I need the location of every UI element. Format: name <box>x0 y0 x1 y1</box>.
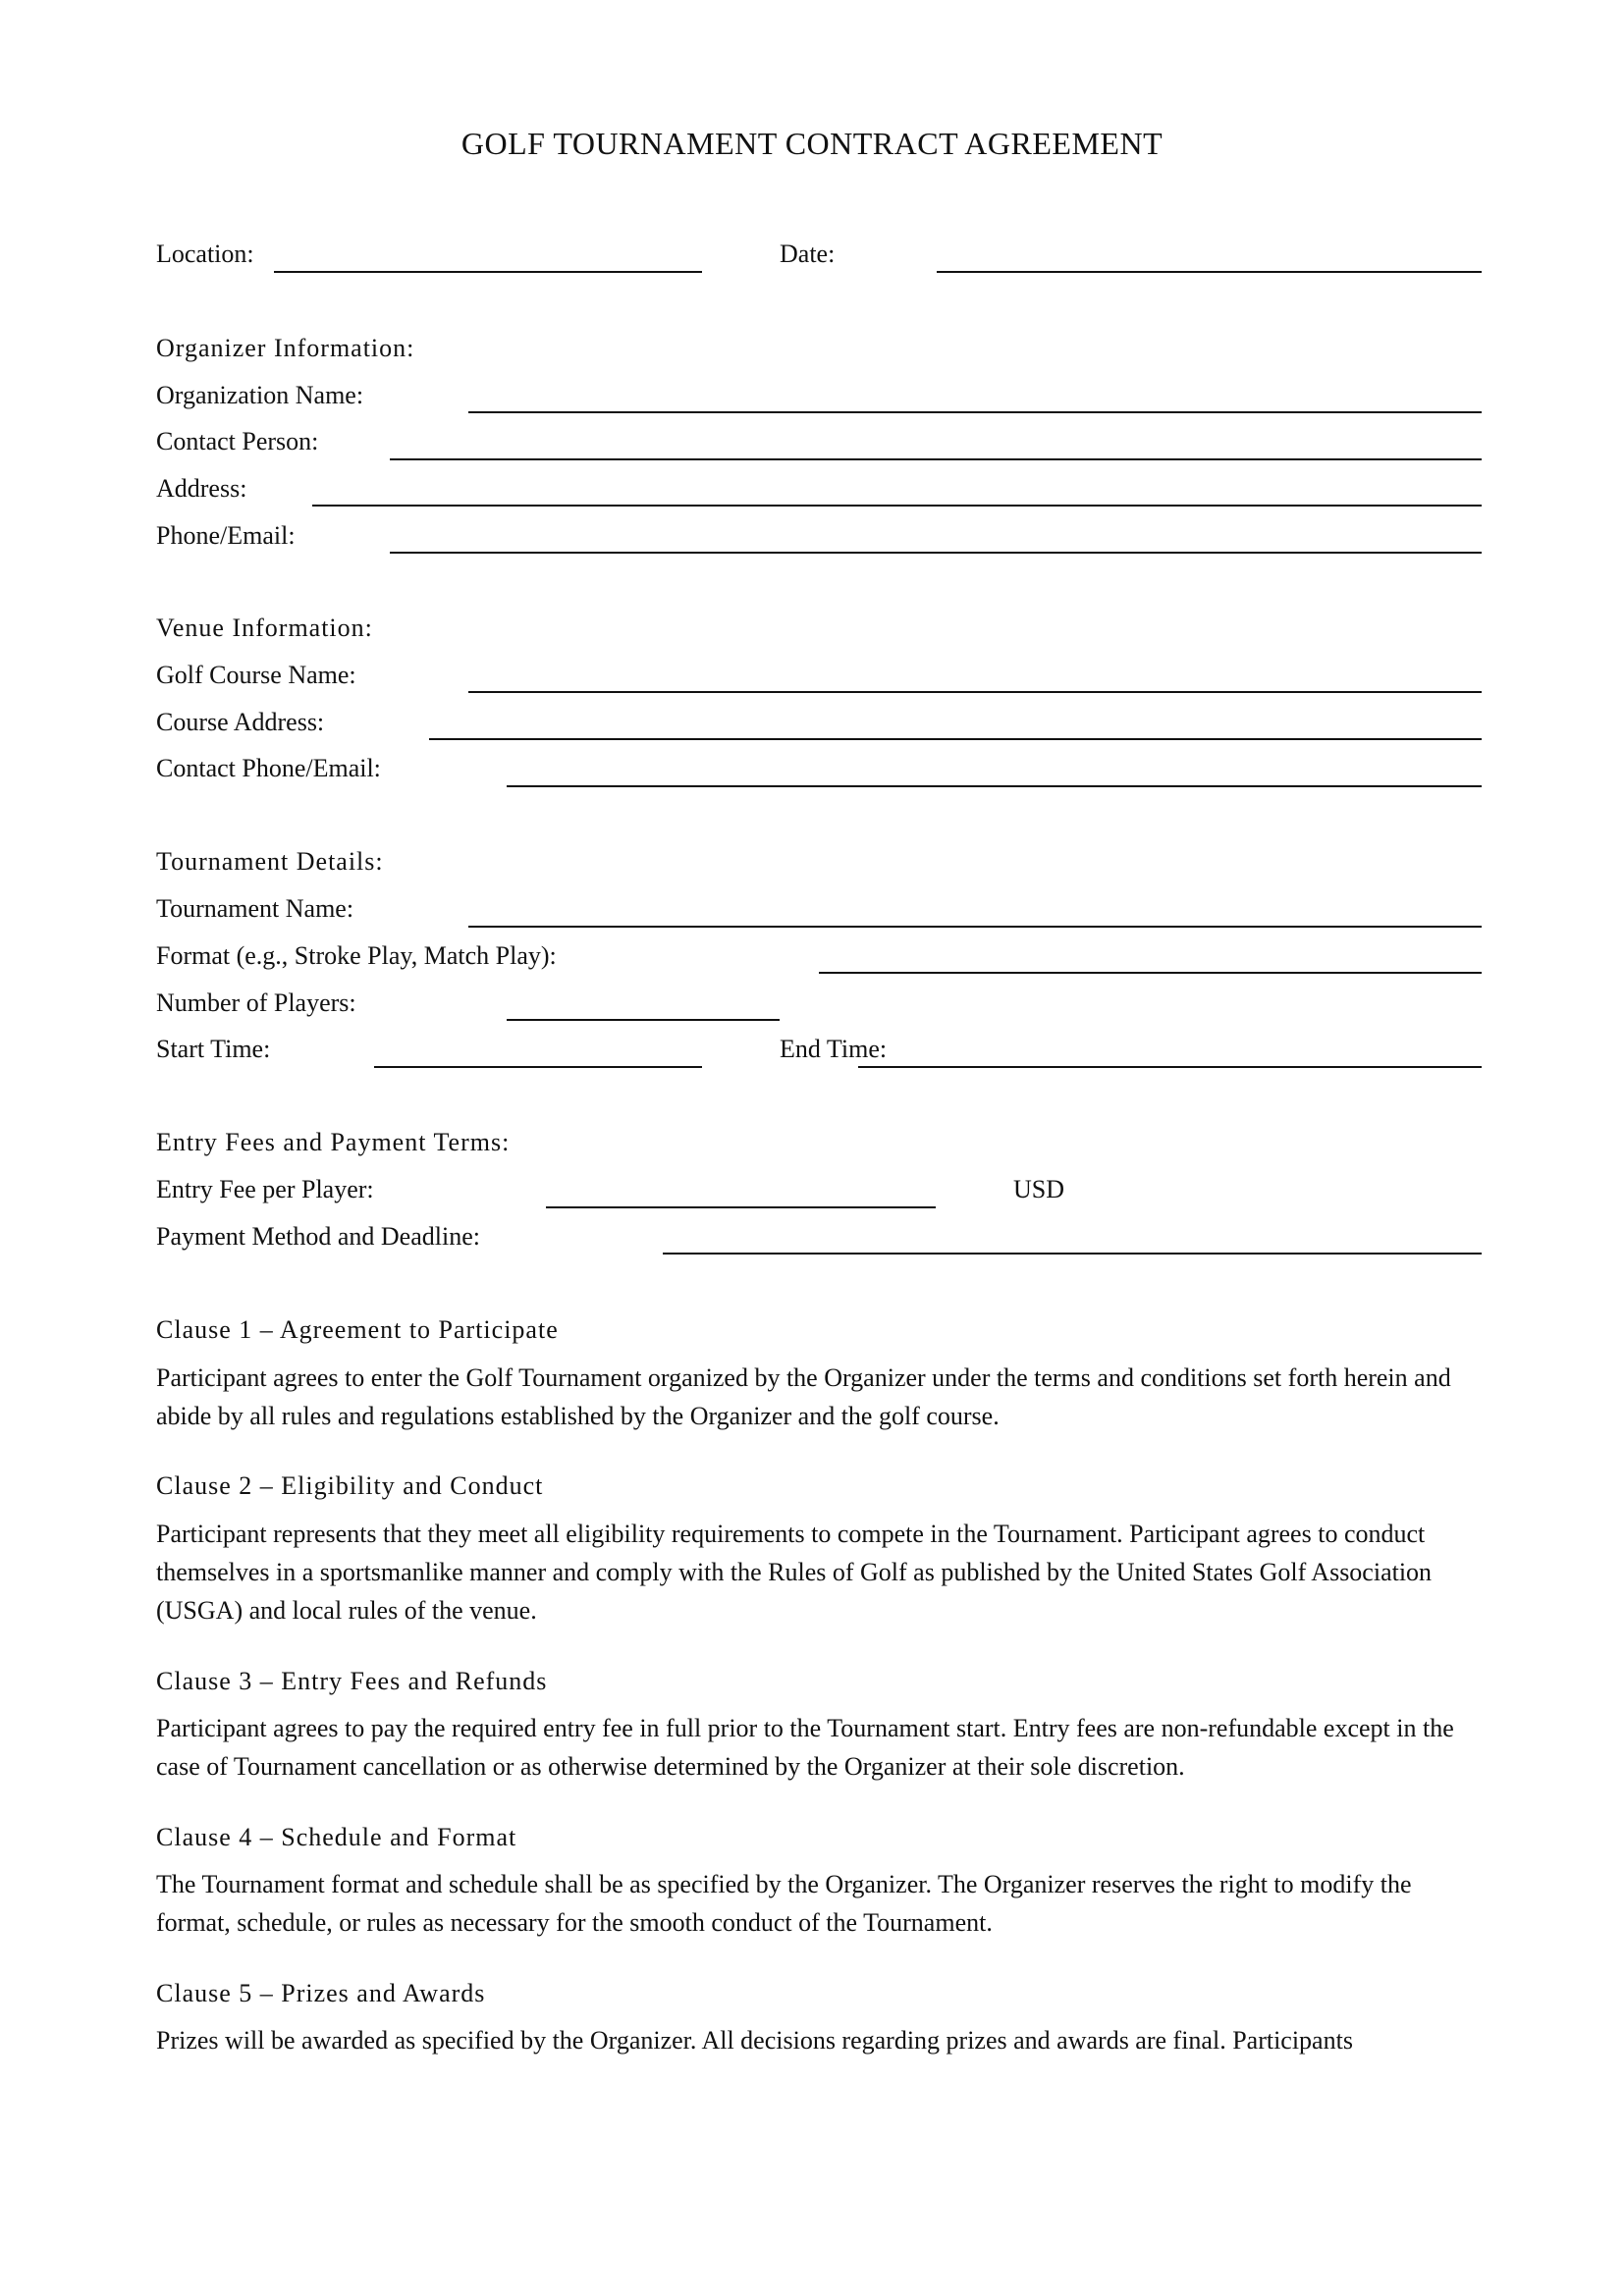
entry-fee-label: Entry Fee per Player: <box>156 1175 374 1203</box>
organization-name-label: Organization Name: <box>156 381 364 409</box>
document-title: GOLF TOURNAMENT CONTRACT AGREEMENT <box>460 126 1164 161</box>
tournament-name-field[interactable] <box>468 926 1482 928</box>
clause-text: Participant agrees to pay the required entry fee in full prior to the Tournament start. Entry fees are non-refundable except in the case of Tournament cancellation or as otherwise determined by the Organizer at their sole discretion. <box>156 1714 1454 1781</box>
contact-person-label: Contact Person: <box>156 427 319 455</box>
start-time-label: Start Time: <box>156 1035 271 1063</box>
end-time-field[interactable] <box>858 1066 1482 1068</box>
contact-phone-email-field[interactable] <box>507 785 1482 787</box>
currency-label: USD <box>1013 1175 1065 1203</box>
clause-heading: Clause 1 – Agreement to Participate <box>156 1315 559 1344</box>
number-of-players-label: Number of Players: <box>156 988 356 1017</box>
clause-text: Participant agrees to enter the Golf Tournament organized by the Organizer under the terms and conditions set forth herein and abide by all rules and regulations established by the Organizer and the golf course. <box>156 1363 1451 1430</box>
format-field[interactable] <box>819 972 1482 974</box>
course-address-label: Course Address: <box>156 708 325 736</box>
location-field[interactable] <box>274 271 702 273</box>
golf-course-name-field[interactable] <box>468 691 1482 693</box>
golf-course-name-label: Golf Course Name: <box>156 661 356 689</box>
clause-text: Prizes will be awarded as specified by the Organizer. All decisions regarding prizes and awards are final. Participants <box>156 2026 1353 2055</box>
organization-name-field[interactable] <box>468 411 1482 413</box>
course-address-field[interactable] <box>429 738 1482 740</box>
phone-email-label: Phone/Email: <box>156 521 296 550</box>
phone-email-field[interactable] <box>390 552 1482 554</box>
venue-heading: Venue Information: <box>156 614 373 642</box>
clause-heading: Clause 5 – Prizes and Awards <box>156 1979 486 2007</box>
entry-fee-field[interactable] <box>546 1206 936 1208</box>
clause-heading: Clause 3 – Entry Fees and Refunds <box>156 1667 548 1695</box>
end-time-label: End Time: <box>780 1035 888 1063</box>
location-label: Location: <box>156 240 254 268</box>
number-of-players-field[interactable] <box>507 1019 780 1021</box>
date-field[interactable] <box>937 271 1482 273</box>
contact-person-field[interactable] <box>390 458 1482 460</box>
clause-text: Participant represents that they meet all eligibility requirements to compete in the Tournament. Participant agrees to conduct themselves in a sportsmanlike manner and comply with the Rules of Golf as published by the United States Golf Association (USGA) and local rules of the venue. <box>156 1520 1433 1625</box>
payment-method-label: Payment Method and Deadline: <box>156 1222 480 1251</box>
contact-phone-email-label: Contact Phone/Email: <box>156 754 381 782</box>
clause-heading: Clause 2 – Eligibility and Conduct <box>156 1471 544 1500</box>
tournament-heading: Tournament Details: <box>156 847 384 876</box>
address-field[interactable] <box>312 505 1482 507</box>
address-label: Address: <box>156 474 247 503</box>
tournament-name-label: Tournament Name: <box>156 894 354 923</box>
start-time-field[interactable] <box>374 1066 702 1068</box>
payment-method-field[interactable] <box>663 1253 1482 1255</box>
clause-heading: Clause 4 – Schedule and Format <box>156 1823 517 1851</box>
fees-heading: Entry Fees and Payment Terms: <box>156 1128 511 1156</box>
format-label: Format (e.g., Stroke Play, Match Play): <box>156 941 557 970</box>
date-label: Date: <box>780 240 836 268</box>
organizer-heading: Organizer Information: <box>156 334 415 362</box>
clause-text: The Tournament format and schedule shall be as specified by the Organizer. The Organizer reserves the right to modify the format, schedule, or rules as necessary for the smooth conduct of the Tournament. <box>156 1870 1412 1937</box>
